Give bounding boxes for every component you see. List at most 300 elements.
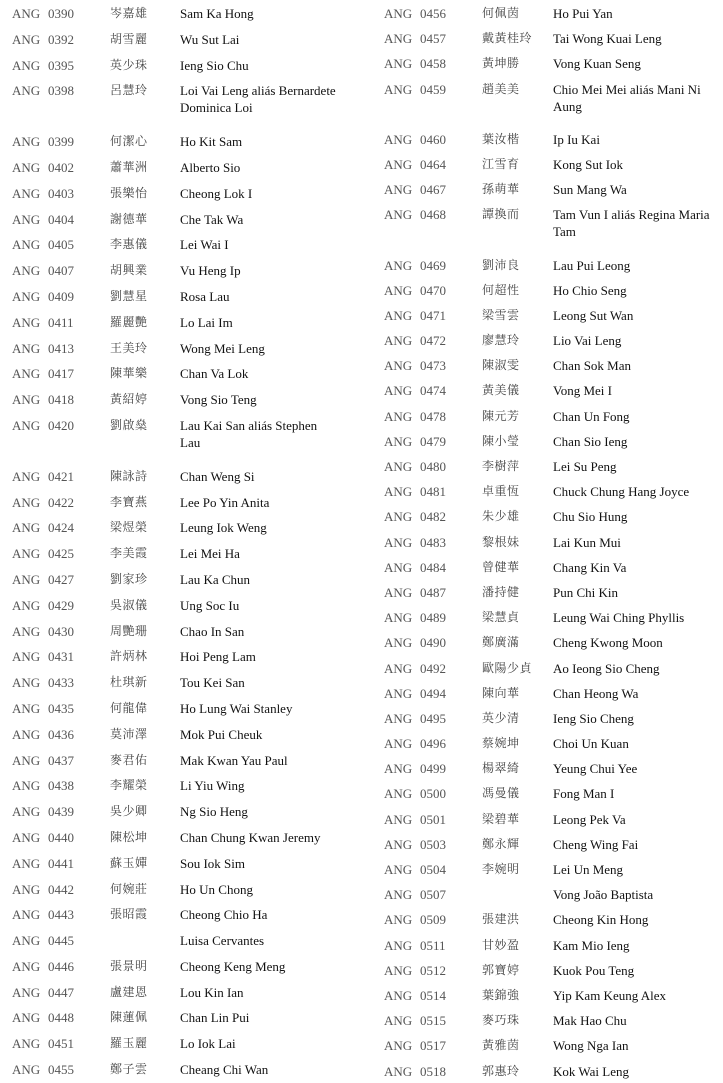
list-item: [0, 180, 360, 206]
entry-name: Chio Mei Mei aliás Mani Ni Aung: [553, 81, 701, 114]
entry-prefix: ANG: [12, 31, 41, 47]
entry-name: Ho Lung Wai Stanley: [180, 700, 293, 716]
list-item: [372, 1007, 723, 1032]
entry-name: Cheang Chi Wan: [180, 1062, 269, 1078]
entry-name: Chan Un Fong: [553, 408, 630, 424]
entry-number: 0424: [48, 520, 74, 536]
entry-number: 0433: [48, 675, 74, 691]
entry-name: Vong Kuan Seng: [553, 56, 641, 72]
entry-name: Mok Pui Cheuk: [180, 726, 263, 742]
entry-prefix: ANG: [384, 509, 413, 525]
entry-name: Ho Kit Sam: [180, 134, 243, 150]
entry-chinese-name: 陳蓮佩: [110, 1010, 148, 1025]
list-item: [372, 126, 723, 151]
entry-chinese-name: 英少清: [482, 710, 520, 725]
entry-chinese-name: 蔡婉坤: [482, 736, 520, 751]
entry-name: Vong João Baptista: [553, 887, 654, 903]
entry-number: 0481: [420, 484, 446, 500]
entry-prefix: ANG: [12, 571, 41, 587]
entry-chinese-name: 胡興業: [110, 263, 148, 278]
entry-number: 0471: [420, 307, 446, 323]
entry-chinese-name: 劉啟燊: [110, 417, 148, 432]
entry-prefix: ANG: [12, 314, 41, 330]
entry-chinese-name: 陳元芳: [482, 408, 520, 423]
list-item: [0, 798, 360, 824]
entry-prefix: ANG: [12, 546, 41, 562]
entry-prefix: ANG: [12, 778, 41, 794]
entry-prefix: ANG: [384, 559, 413, 575]
entry-chinese-name: 何潔心: [110, 134, 148, 149]
entry-number: 0456: [420, 6, 446, 21]
list-item: [372, 906, 723, 931]
entry-number: 0515: [420, 1013, 446, 1029]
entry-number: 0492: [420, 660, 446, 676]
entry-chinese-name: 曾健華: [482, 559, 520, 574]
entry-name: Vong Mei I: [553, 383, 612, 399]
right-column: [372, 0, 723, 1083]
entry-name: Ieng Sio Chu: [180, 57, 249, 73]
entry-chinese-name: 梁煜榮: [110, 520, 148, 535]
entry-chinese-name: 張樂怡: [110, 185, 148, 200]
list-item: [0, 824, 360, 850]
entry-prefix: ANG: [12, 159, 41, 175]
list-item: [372, 982, 723, 1007]
list-item: [0, 927, 360, 953]
entry-name: Tou Kei San: [180, 675, 245, 691]
entry-number: 0503: [420, 836, 446, 852]
entry-number: 0494: [420, 685, 446, 701]
entry-chinese-name: 梁雪雲: [482, 307, 520, 322]
list-item: [372, 730, 723, 755]
entry-prefix: ANG: [384, 156, 413, 172]
entry-prefix: ANG: [384, 459, 413, 474]
list-item: [0, 566, 360, 592]
entry-prefix: ANG: [384, 987, 413, 1003]
entry-name: Lau Pui Leong: [553, 257, 631, 273]
entry-name: Wong Nga Ian: [553, 1038, 629, 1054]
entry-number: 0495: [420, 710, 446, 726]
entry-number: 0468: [420, 207, 446, 223]
entry-chinese-name: 陳詠詩: [110, 468, 148, 483]
list-item: [0, 850, 360, 876]
entry-number: 0398: [48, 83, 74, 99]
entry-prefix: ANG: [384, 131, 413, 147]
entry-chinese-name: 呂慧玲: [110, 83, 148, 98]
list-item: [0, 77, 360, 128]
entry-chinese-name: 杜琪新: [110, 675, 148, 690]
entry-prefix: ANG: [12, 958, 41, 974]
entry-name: Ng Sio Heng: [180, 804, 248, 820]
entry-name: Ho Pui Yan: [553, 6, 613, 21]
list-item: [372, 932, 723, 957]
entry-number: 0417: [48, 366, 74, 382]
entry-name: Ho Chio Seng: [553, 282, 627, 298]
entry-prefix: ANG: [12, 804, 41, 820]
entry-chinese-name: 廖慧玲: [482, 333, 520, 348]
list-item: [0, 669, 360, 695]
entry-chinese-name: 吳淑儀: [110, 597, 148, 612]
list-item: [0, 876, 360, 902]
entry-chinese-name: 江雪育: [482, 156, 520, 171]
entry-name: Chan Sio Ieng: [553, 433, 628, 449]
entry-prefix: ANG: [12, 185, 41, 201]
entry-number: 0518: [420, 1063, 446, 1079]
list-item: [372, 403, 723, 428]
entry-number: 0431: [48, 649, 74, 665]
entry-number: 0483: [420, 534, 446, 550]
entry-name: Cheong Keng Meng: [180, 958, 286, 974]
entry-name: Hoi Peng Lam: [180, 649, 256, 665]
entry-name: Leong Pek Va: [553, 811, 626, 827]
entry-chinese-name: 黃坤勝: [482, 56, 520, 71]
entry-number: 0403: [48, 185, 74, 201]
entry-prefix: ANG: [12, 57, 41, 73]
entry-number: 0409: [48, 288, 74, 304]
entry-chinese-name: 陳淑雯: [482, 358, 520, 373]
entry-prefix: ANG: [12, 494, 41, 510]
entry-name: Chan Weng Si: [180, 468, 255, 484]
list-item: [372, 277, 723, 302]
entry-name: Kong Sut Iok: [553, 156, 624, 172]
entry-number: 0439: [48, 804, 74, 820]
entry-prefix: ANG: [12, 675, 41, 691]
entry-prefix: ANG: [384, 685, 413, 701]
entry-number: 0427: [48, 571, 74, 587]
entry-name: Fong Man I: [553, 786, 615, 802]
list-item: [0, 0, 360, 26]
entry-name: Choi Un Kuan: [553, 736, 629, 752]
entry-chinese-name: 黎根妹: [482, 534, 520, 549]
entry-chinese-name: 孫萌華: [482, 182, 520, 197]
entry-name: Luisa Cervantes: [180, 933, 265, 949]
list-item: [372, 755, 723, 780]
entry-name: Chan Heong Wa: [553, 685, 639, 701]
entry-number: 0448: [48, 1010, 74, 1026]
entry-number: 0514: [420, 987, 446, 1003]
list-item: [372, 76, 723, 126]
entry-chinese-name: 趙美美: [482, 81, 520, 96]
entry-number: 0459: [420, 81, 446, 97]
entry-number: 0447: [48, 984, 74, 1000]
entry-chinese-name: 英少珠: [110, 57, 148, 72]
entry-number: 0507: [420, 887, 446, 903]
entry-number: 0504: [420, 862, 446, 877]
entry-number: 0517: [420, 1038, 446, 1054]
entry-prefix: ANG: [384, 433, 413, 449]
entry-prefix: ANG: [12, 211, 41, 227]
entry-number: 0512: [420, 962, 446, 978]
entry-prefix: ANG: [12, 134, 41, 150]
entry-prefix: ANG: [12, 340, 41, 356]
list-item: [372, 478, 723, 503]
entry-prefix: ANG: [12, 1010, 41, 1026]
entry-number: 0402: [48, 159, 74, 175]
entry-chinese-name: 何龍偉: [110, 700, 148, 715]
entry-name: Cheong Lok I: [180, 185, 253, 201]
entry-chinese-name: 岑嘉雄: [110, 6, 148, 20]
entry-chinese-name: 張建洪: [482, 912, 520, 927]
entry-prefix: ANG: [12, 6, 41, 21]
entry-chinese-name: 麥巧珠: [482, 1013, 520, 1028]
list-item: [0, 26, 360, 52]
entry-number: 0473: [420, 358, 446, 374]
list-item: [372, 780, 723, 805]
entry-number: 0479: [420, 433, 446, 449]
list-item: [0, 231, 360, 257]
entry-name: Ao Ieong Sio Cheng: [553, 660, 660, 676]
entry-name: Kok Wai Leng: [553, 1063, 629, 1079]
entry-number: 0442: [48, 881, 74, 897]
entry-prefix: ANG: [12, 1036, 41, 1052]
entry-chinese-name: 楊翠綺: [482, 761, 520, 776]
entry-number: 0480: [420, 459, 446, 474]
entry-prefix: ANG: [384, 408, 413, 424]
list-item: [372, 1058, 723, 1083]
entry-chinese-name: 羅玉麗: [110, 1036, 148, 1051]
entry-number: 0425: [48, 546, 74, 562]
entry-name: Lio Vai Leng: [553, 333, 622, 349]
entry-chinese-name: 郭惠玲: [482, 1063, 520, 1078]
entry-number: 0420: [48, 417, 74, 433]
entry-number: 0441: [48, 855, 74, 871]
entry-name: Chan Sok Man: [553, 358, 631, 374]
entry-number: 0421: [48, 468, 74, 484]
entry-number: 0501: [420, 811, 446, 827]
entry-prefix: ANG: [12, 237, 41, 253]
entry-number: 0435: [48, 700, 74, 716]
entry-number: 0455: [48, 1062, 74, 1078]
list-item: [0, 154, 360, 180]
entry-name: Wu Sut Lai: [180, 31, 240, 47]
entry-name: Loi Vai Leng aliás Bernardete Dominica Loi: [180, 83, 336, 116]
entry-prefix: ANG: [384, 534, 413, 550]
entry-chinese-name: 李樹萍: [482, 459, 520, 473]
entry-number: 0499: [420, 761, 446, 777]
entry-number: 0484: [420, 559, 446, 575]
entry-chinese-name: 張昭霞: [110, 907, 148, 922]
list-item: [372, 705, 723, 730]
entry-prefix: ANG: [384, 383, 413, 399]
entry-chinese-name: 何佩茵: [482, 6, 520, 20]
entry-name: Chan Chung Kwan Jeremy: [180, 829, 321, 845]
entry-prefix: ANG: [12, 907, 41, 923]
entry-prefix: ANG: [384, 484, 413, 500]
entry-name: Leung Iok Weng: [180, 520, 267, 536]
entry-prefix: ANG: [384, 1063, 413, 1079]
entry-chinese-name: 張景明: [110, 958, 148, 973]
entry-prefix: ANG: [384, 660, 413, 676]
entry-number: 0411: [48, 314, 74, 330]
entry-name: Vong Sio Teng: [180, 392, 257, 408]
entry-name: Mak Hao Chu: [553, 1013, 627, 1029]
entry-number: 0399: [48, 134, 74, 150]
list-item: [372, 1032, 723, 1057]
entry-number: 0469: [420, 257, 446, 273]
entry-chinese-name: 黃紹婷: [110, 392, 148, 407]
entry-chinese-name: 鄭子雲: [110, 1062, 148, 1077]
entry-prefix: ANG: [12, 752, 41, 768]
entry-number: 0470: [420, 282, 446, 298]
list-item: [372, 151, 723, 176]
entry-prefix: ANG: [384, 307, 413, 323]
entry-name: Li Yiu Wing: [180, 778, 245, 794]
entry-prefix: ANG: [12, 263, 41, 279]
entry-chinese-name: 麥君佑: [110, 752, 148, 767]
entry-chinese-name: 何婉莊: [110, 881, 148, 896]
entry-chinese-name: 朱少雄: [482, 509, 520, 524]
entry-name: Sun Mang Wa: [553, 182, 627, 198]
list-item: [372, 529, 723, 554]
list-item: [0, 540, 360, 566]
entry-prefix: ANG: [12, 726, 41, 742]
entry-prefix: ANG: [384, 282, 413, 298]
entry-name: Ho Un Chong: [180, 881, 253, 897]
entry-name: Sam Ka Hong: [180, 6, 254, 21]
entry-number: 0422: [48, 494, 74, 510]
entry-number: 0418: [48, 392, 74, 408]
list-item: [372, 680, 723, 705]
list-item: [0, 592, 360, 618]
entry-name: Vu Heng Ip: [180, 263, 241, 279]
entry-number: 0390: [48, 6, 74, 21]
entry-chinese-name: 劉沛良: [482, 257, 520, 272]
list-item: [372, 957, 723, 982]
list-item: [0, 489, 360, 515]
entry-prefix: ANG: [12, 83, 41, 99]
entry-number: 0458: [420, 56, 446, 72]
entry-name: Yip Kam Keung Alex: [553, 987, 667, 1003]
entry-prefix: ANG: [384, 937, 413, 953]
left-column: [0, 0, 360, 1082]
list-item: [372, 554, 723, 579]
list-item: [372, 176, 723, 201]
entry-chinese-name: 歐陽少貞: [482, 660, 533, 675]
entry-chinese-name: 陳向華: [482, 685, 520, 700]
entry-chinese-name: 馮曼儀: [482, 786, 520, 801]
entry-chinese-name: 陳松坤: [110, 829, 148, 844]
entry-name: Chan Lin Pui: [180, 1010, 250, 1026]
entry-chinese-name: 謝德華: [110, 211, 148, 226]
entry-prefix: ANG: [384, 786, 413, 802]
entry-chinese-name: 李美霞: [110, 546, 148, 561]
entry-name: Lei Su Peng: [553, 459, 617, 474]
entry-prefix: ANG: [384, 610, 413, 626]
entry-chinese-name: 周艷珊: [110, 623, 148, 638]
entry-name: Lau Kai San aliás Stephen Lau: [180, 417, 318, 450]
list-item: [0, 979, 360, 1005]
list-item: [372, 453, 723, 478]
entry-name: Cheng Kwong Moon: [553, 635, 663, 651]
entry-number: 0457: [420, 31, 446, 47]
entry-number: 0429: [48, 597, 74, 613]
entry-name: Lo Lai Im: [180, 314, 233, 330]
list-item: [372, 0, 723, 25]
entry-name: Cheong Kin Hong: [553, 912, 649, 928]
entry-name: Kuok Pou Teng: [553, 962, 635, 978]
entry-prefix: ANG: [384, 81, 413, 97]
entry-number: 0445: [48, 933, 74, 949]
list-item: [0, 1030, 360, 1056]
entry-number: 0446: [48, 958, 74, 974]
entry-prefix: ANG: [384, 836, 413, 852]
list-item: [0, 772, 360, 798]
entry-chinese-name: 卓重恆: [482, 484, 520, 499]
entry-prefix: ANG: [384, 56, 413, 72]
entry-prefix: ANG: [12, 881, 41, 897]
entry-prefix: ANG: [12, 520, 41, 536]
entry-prefix: ANG: [12, 623, 41, 639]
entry-chinese-name: 李惠儀: [110, 237, 148, 252]
entry-chinese-name: 梁慧貞: [482, 610, 520, 625]
entry-name: Leong Sut Wan: [553, 307, 634, 323]
entry-number: 0487: [420, 584, 446, 600]
entry-chinese-name: 蘇玉嬋: [110, 855, 148, 870]
entry-number: 0509: [420, 912, 446, 928]
entry-prefix: ANG: [384, 358, 413, 374]
entry-chinese-name: 李耀榮: [110, 778, 148, 793]
entry-chinese-name: 陳小瑩: [482, 433, 520, 448]
entry-number: 0451: [48, 1036, 74, 1052]
entry-name: Lai Kun Mui: [553, 534, 621, 550]
entry-chinese-name: 盧建恩: [110, 984, 148, 999]
entry-name: Kam Mio Ieng: [553, 937, 630, 953]
entry-chinese-name: 劉慧星: [110, 288, 148, 303]
entry-name: Yeung Chui Yee: [553, 761, 638, 777]
list-item: [0, 386, 360, 412]
list-item: [0, 335, 360, 361]
list-item: [0, 1056, 360, 1082]
list-item: [0, 514, 360, 540]
entry-number: 0511: [420, 937, 446, 953]
entry-number: 0496: [420, 736, 446, 752]
entry-name: Ip Iu Kai: [553, 131, 600, 147]
entry-name: Chang Kin Va: [553, 559, 627, 575]
entry-number: 0443: [48, 907, 74, 923]
entry-chinese-name: 葉汝楷: [482, 131, 520, 146]
entry-name: Lei Wai I: [180, 237, 229, 253]
entry-prefix: ANG: [12, 984, 41, 1000]
list-item: [0, 721, 360, 747]
entry-prefix: ANG: [384, 887, 413, 903]
entry-prefix: ANG: [384, 811, 413, 827]
entry-number: 0405: [48, 237, 74, 253]
list-item: [0, 1004, 360, 1030]
entry-chinese-name: 鄭永輝: [482, 836, 520, 851]
entry-number: 0437: [48, 752, 74, 768]
entry-name: Lo Iok Lai: [180, 1036, 236, 1052]
list-item: [0, 618, 360, 644]
entry-chinese-name: 戴黃桂玲: [482, 31, 533, 46]
entry-prefix: ANG: [384, 31, 413, 47]
entry-prefix: ANG: [12, 855, 41, 871]
list-item: [0, 695, 360, 721]
entry-prefix: ANG: [12, 933, 41, 949]
entry-prefix: ANG: [384, 1038, 413, 1054]
entry-prefix: ANG: [384, 862, 413, 877]
entry-name: Chao In San: [180, 623, 245, 639]
list-item: [372, 856, 723, 881]
list-item: [0, 128, 360, 154]
list-item: [372, 201, 723, 251]
entry-chinese-name: 甘妙盈: [482, 937, 520, 952]
list-item: [0, 52, 360, 78]
list-item: [372, 655, 723, 680]
list-item: [372, 352, 723, 377]
entry-prefix: ANG: [12, 700, 41, 716]
list-item: [372, 50, 723, 75]
list-item: [372, 503, 723, 528]
entry-number: 0467: [420, 182, 446, 198]
